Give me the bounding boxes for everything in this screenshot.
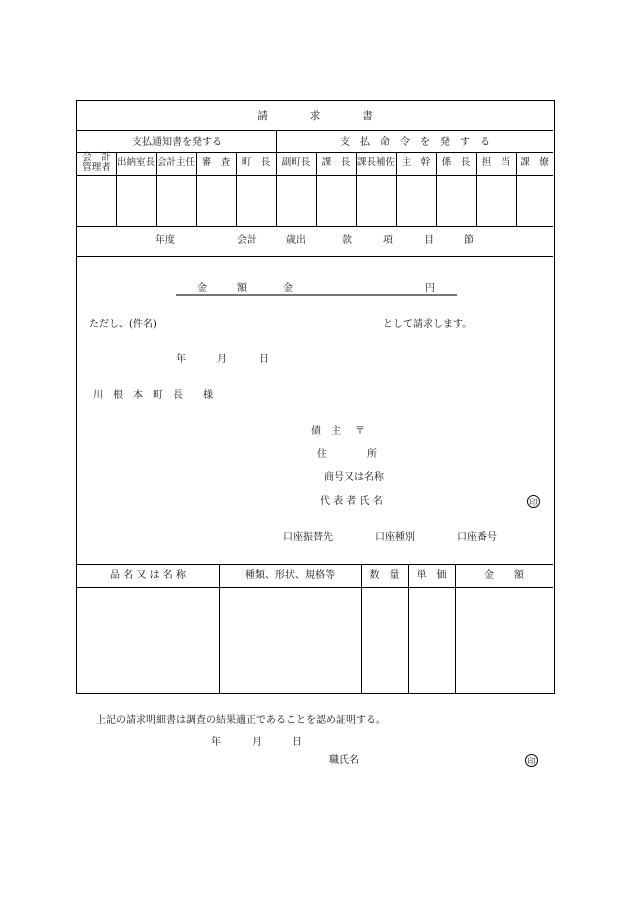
divider	[77, 130, 553, 131]
approver-unit-chief: 係 長	[441, 157, 471, 169]
creditor-company-label: 商号又は名称	[324, 472, 384, 483]
items-header-unit-price: 単 価	[416, 570, 447, 581]
date-month: 月	[217, 354, 227, 365]
invoice-form	[76, 100, 555, 694]
budget-moku: 目	[424, 235, 434, 246]
budget-year: 年度	[155, 235, 175, 246]
bank-number-label: 口座番号	[457, 532, 497, 543]
budget-setsu: 節	[464, 235, 474, 246]
certification-year: 年	[211, 737, 221, 748]
amount-underline	[176, 294, 457, 296]
bank-account-label: 口座振替先	[283, 532, 333, 543]
creditor-label: 債 主	[311, 426, 341, 437]
budget-expenditure: 歳出	[286, 235, 306, 246]
certification-month: 月	[252, 737, 262, 748]
amount-label: 金 額	[197, 283, 247, 294]
approver-treasury-chief: 出納室長	[116, 157, 155, 169]
certification-day: 日	[292, 737, 302, 748]
items-header-name: 品 名 又 は 名 称	[110, 570, 186, 581]
payment-notice-label: 支払通知書を発する	[132, 137, 222, 148]
postal-mark: 〒	[355, 426, 365, 437]
date-day: 日	[259, 354, 269, 365]
official-label: 職氏名	[329, 755, 359, 766]
budget-kan: 款	[342, 235, 352, 246]
creditor-representative-label: 代 表 者 氏 名	[320, 496, 383, 507]
amount-yen: 円	[425, 283, 435, 294]
budget-kou: 項	[383, 235, 393, 246]
items-header-spec: 種類、形状、規格等	[245, 570, 335, 581]
approver-staff: 担 当	[481, 157, 511, 169]
approver-accounting-manager: 会 計 管理者	[82, 152, 111, 173]
subject-prefix: ただし、(件名)	[89, 319, 157, 330]
approver-auditor: 審 査	[201, 157, 231, 169]
approver-deputy-mayor: 副町長	[281, 157, 311, 169]
budget-account: 会計	[237, 235, 257, 246]
official-seal: 印	[525, 754, 538, 767]
payment-order-label: 支 払 命 令 を 発 す る	[340, 137, 490, 148]
approver-colleague: 課 僚	[520, 157, 549, 169]
approver-section-chief: 課 長	[321, 157, 351, 169]
subject-suffix: として請求します。	[383, 319, 473, 330]
bank-type-label: 口座種別	[375, 532, 415, 543]
amount-kin: 金	[283, 283, 293, 294]
creditor-address-label: 住 所	[317, 449, 377, 460]
approver-assistant-chief: 課長補佐	[356, 157, 395, 169]
approver-director: 主 幹	[401, 157, 431, 169]
items-header-qty: 数 量	[369, 570, 400, 581]
addressee: 川 根 本 町 長 様	[93, 390, 213, 401]
items-header-amount: 金 額	[484, 570, 524, 581]
approver-mayor: 町 長	[241, 157, 271, 169]
approver-accounting-officer: 会計主任	[156, 157, 195, 169]
certification-text: 上記の請求明細書は調査の結果適正であることを認め証明する。	[96, 715, 386, 726]
form-title: 請 求 書	[257, 110, 373, 122]
date-year: 年	[176, 354, 186, 365]
creditor-seal: 印	[527, 495, 540, 508]
